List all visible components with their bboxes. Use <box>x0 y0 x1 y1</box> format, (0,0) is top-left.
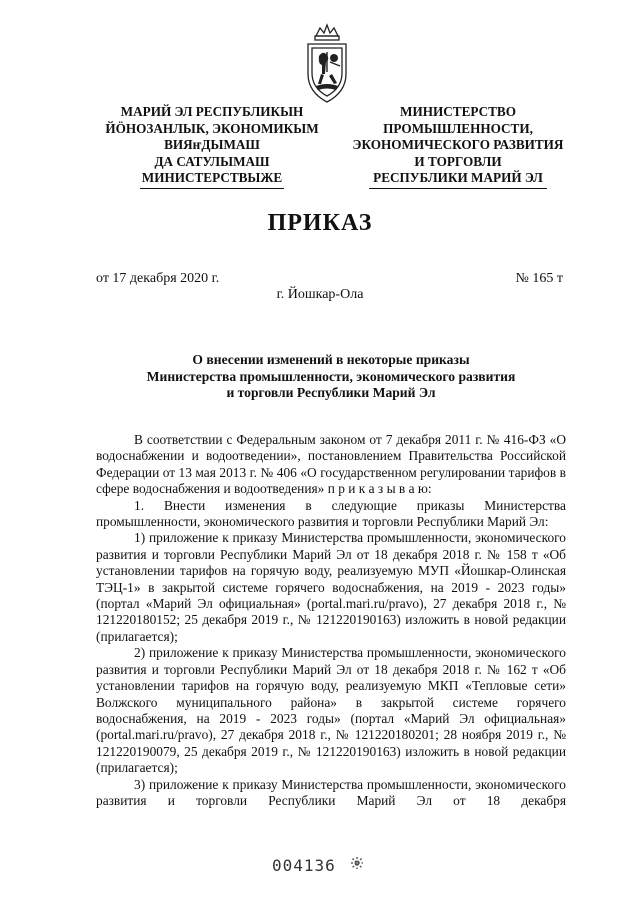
coat-of-arms-icon <box>296 22 358 108</box>
header-right-line: ПРОМЫШЛЕННОСТИ, <box>383 120 533 136</box>
subject-line: О внесении изменений в некоторые приказы <box>192 352 470 367</box>
serial-number-stamp: 004136 <box>272 856 336 875</box>
body-paragraph: 2) приложение к приказу Министерства промышленности, экономического развития и торговли Республики Марий Эл от 18 декабря 2018 г. № 162 т «Об установлении тарифов на горячую воду, реализуемую МКП «Тепловые сети» Волжского муниципального района» в закрытой системе горячего водоснабжения, на 2019 - 2023 годы» (портал «Марий Эл официальная» (portal.mari.ru/pravo), 27 декабря 2018 г., № 121220180201; 28 ноября 2019 г., № 121220190079, 25 декабря 2019 г., № 121220190163) изложить в новой редакции (прилагается); <box>96 645 566 776</box>
header-left-line: ВИЯҥДЫМАШ <box>164 137 260 152</box>
document-date: от 17 декабря 2020 г. <box>96 271 220 286</box>
document-title: ПРИКАЗ <box>267 210 373 236</box>
document-body <box>96 432 566 809</box>
body-paragraph: 1. Внести изменения в следующие приказы Министерства промышленности, экономического развития и торговли Республики Марий Эл: <box>96 497 566 530</box>
header-right-ministry-name <box>342 104 574 189</box>
header-left-ministry-name <box>96 104 328 189</box>
document-subject <box>96 352 566 402</box>
header-right-line: РЕСПУБЛИКИ МАРИЙ ЭЛ <box>369 170 547 189</box>
header-right-line: МИНИСТЕРСТВО <box>400 104 516 119</box>
body-paragraph: 3) приложение к приказу Министерства промышленности, экономического развития и торговли Республики Марий Эл от 18 декабря <box>96 776 566 808</box>
subject-line: и торговли Республики Марий Эл <box>226 385 436 400</box>
subject-line: Министерства промышленности, экономического развития <box>146 368 516 384</box>
asterisk-stamp-icon <box>350 856 364 870</box>
body-paragraph: 1) приложение к приказу Министерства промышленности, экономического развития и торговли Республики Марий Эл от 18 декабря 2018 г. № 158 т «Об установлении тарифов на горячую воду, реализуемую МУП «Йошкар-Олинская ТЭЦ-1» в закрытой системе горячего водоснабжения, на 2019 - 2023 годы» (портал «Марий Эл официальная» (portal.mari.ru/pravo), 27 декабря 2018 г., № 121220180152; 25 декабря 2019 г., № 121220190163) изложить в новой редакции (прилагается); <box>96 530 566 644</box>
document-number: № 165 т <box>515 271 563 286</box>
header-left-line: МИНИСТЕРСТВЫЖЕ <box>140 170 284 189</box>
body-paragraph: В соответствии с Федеральным законом от 7 декабря 2011 г. № 416-ФЗ «О водоснабжении и водоотведении», постановлением Правительства Российской Федерации от 13 мая 2013 г. № 406 «О государственном регулировании тарифов в сфере водоснабжения и водоотведения» п р и к а з ы в а ю: <box>96 432 566 497</box>
header-left-line: ДА САТУЛЫМАШ <box>154 153 270 169</box>
header-left-line: ЙӦНОЗАНЛЫК, ЭКОНОМИКЫМ <box>105 120 319 136</box>
header-right-line: И ТОРГОВЛИ <box>414 153 502 169</box>
header-left-line: МАРИЙ ЭЛ РЕСПУБЛИКЫН <box>120 104 304 119</box>
document-city: г. Йошкар-Ола <box>276 287 364 302</box>
header-right-line: ЭКОНОМИЧЕСКОГО РАЗВИТИЯ <box>352 137 564 152</box>
